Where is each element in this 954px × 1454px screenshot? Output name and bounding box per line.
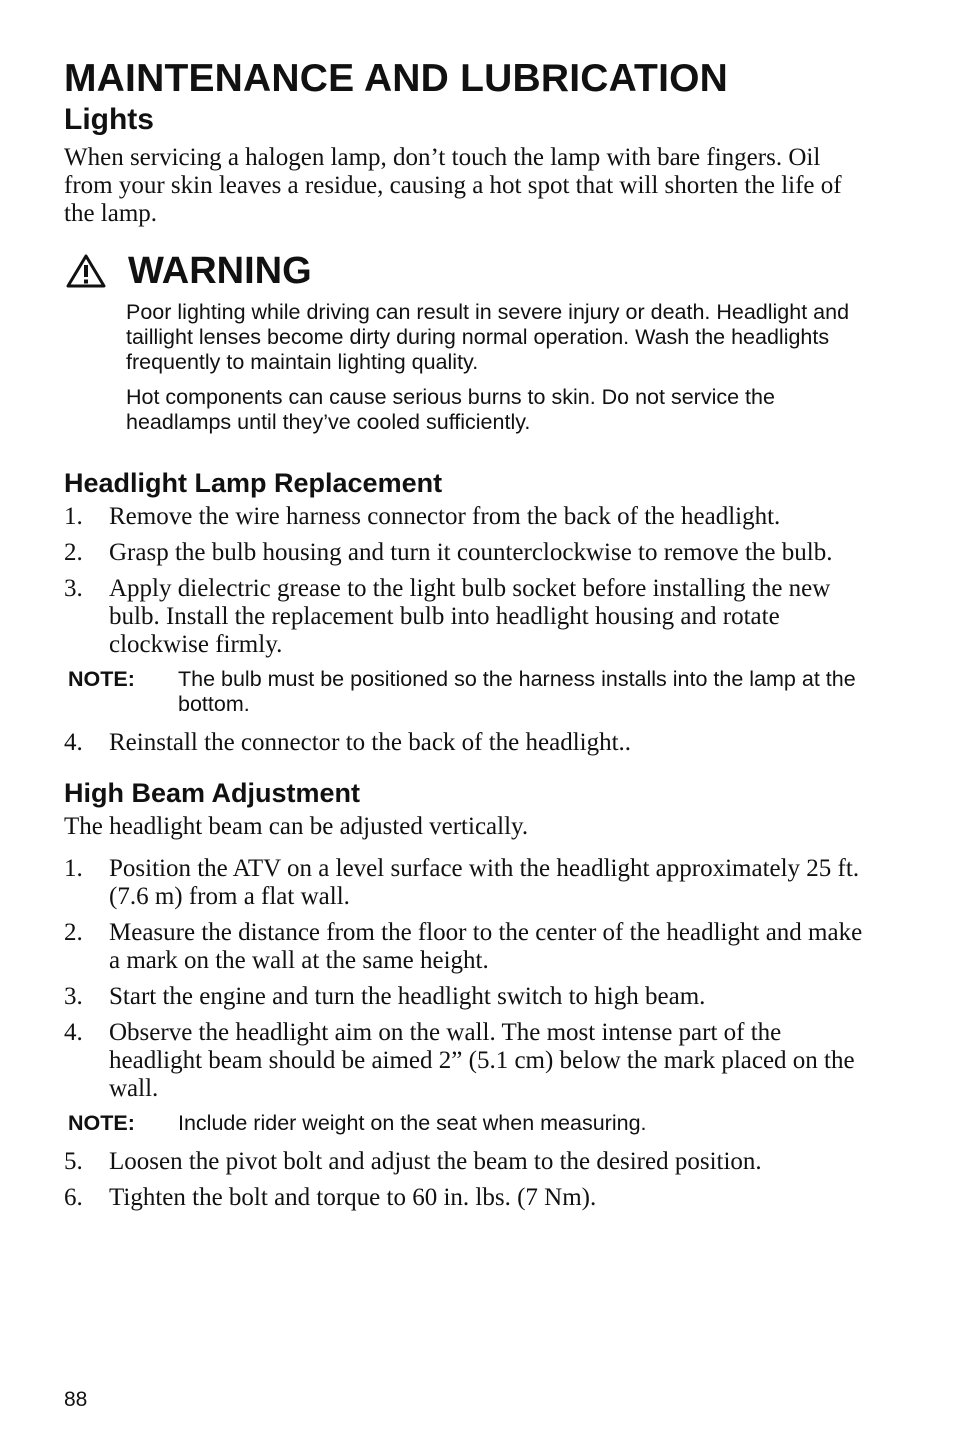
step-number: 5. <box>64 1148 83 1175</box>
step-text: Measure the distance from the floor to the center of the headlight and make a mark on the wall at the same height. <box>109 919 863 974</box>
list-item <box>64 919 874 975</box>
section-heading-lights: Lights <box>64 103 154 136</box>
step-text: Tighten the bolt and torque to 60 in. lbs. (7 Nm). <box>109 1184 597 1211</box>
list-item <box>64 1184 874 1212</box>
step-number: 3. <box>64 575 83 602</box>
headlight-replacement-steps <box>64 503 874 659</box>
note-text: Include rider weight on the seat when measuring. <box>178 1111 647 1135</box>
step-number: 4. <box>64 1019 83 1046</box>
step-number: 4. <box>64 729 83 756</box>
headlight-replacement-heading: Headlight Lamp Replacement <box>64 468 443 498</box>
headlight-replacement-steps-continued <box>64 729 874 757</box>
lights-intro-paragraph: When servicing a halogen lamp, don’t touch the lamp with bare fingers. Oil from your skin leaves a residue, causing a hot spot that will shorten the life of the lamp. <box>64 144 842 227</box>
list-item <box>64 539 874 567</box>
step-text: Grasp the bulb housing and turn it counterclockwise to remove the bulb. <box>109 539 833 566</box>
step-number: 6. <box>64 1184 83 1211</box>
step-number: 2. <box>64 919 83 946</box>
warning-paragraph: Poor lighting while driving can result in severe injury or death. Headlight and taillight lenses become dirty during normal operation. Wash the headlights frequently to maintain lighting quality. <box>126 300 850 374</box>
warning-body <box>126 300 874 435</box>
page-content <box>64 56 874 1220</box>
page-number: 88 <box>64 1388 88 1411</box>
step-number: 1. <box>64 855 83 882</box>
list-item <box>64 1019 874 1103</box>
warning-header <box>64 248 874 294</box>
note-label: NOTE: <box>68 667 135 691</box>
high-beam-steps-continued <box>64 1148 874 1212</box>
step-number: 1. <box>64 503 83 530</box>
step-number: 2. <box>64 539 83 566</box>
step-text: Start the engine and turn the headlight switch to high beam. <box>109 983 706 1010</box>
page-title: MAINTENANCE AND LUBRICATION <box>64 57 729 100</box>
step-text: Apply dielectric grease to the light bulb socket before installing the new bulb. Install the replacement bulb into headlight housing and rotate clockwise firmly. <box>109 575 831 658</box>
step-number: 3. <box>64 983 83 1010</box>
warning-paragraph: Hot components can cause serious burns to skin. Do not service the headlamps until they’ve cooled sufficiently. <box>126 385 775 434</box>
note-label: NOTE: <box>68 1111 135 1135</box>
list-item <box>64 1148 874 1176</box>
step-text: Position the ATV on a level surface with the headlight approximately 25 ft. (7.6 m) from a flat wall. <box>109 855 860 910</box>
list-item <box>64 855 874 911</box>
step-text: Reinstall the connector to the back of the headlight.. <box>109 729 632 756</box>
step-text: Loosen the pivot bolt and adjust the beam to the desired position. <box>109 1148 762 1175</box>
high-beam-heading: High Beam Adjustment <box>64 778 361 808</box>
list-item <box>64 503 874 531</box>
note-block <box>68 667 874 717</box>
high-beam-intro: The headlight beam can be adjusted vertically. <box>64 813 529 840</box>
step-text: Remove the wire harness connector from the back of the headlight. <box>109 503 781 530</box>
list-item <box>64 575 874 659</box>
warning-title: WARNING <box>128 250 312 292</box>
list-item <box>64 729 874 757</box>
warning-triangle-icon <box>66 254 106 288</box>
list-item <box>64 983 874 1011</box>
step-text: Observe the headlight aim on the wall. The most intense part of the headlight beam should be aimed 2” (5.1 cm) below the mark placed on the wall. <box>109 1019 855 1102</box>
high-beam-steps <box>64 855 874 1103</box>
note-text: The bulb must be positioned so the harness installs into the lamp at the bottom. <box>178 667 856 716</box>
note-block <box>68 1111 874 1136</box>
